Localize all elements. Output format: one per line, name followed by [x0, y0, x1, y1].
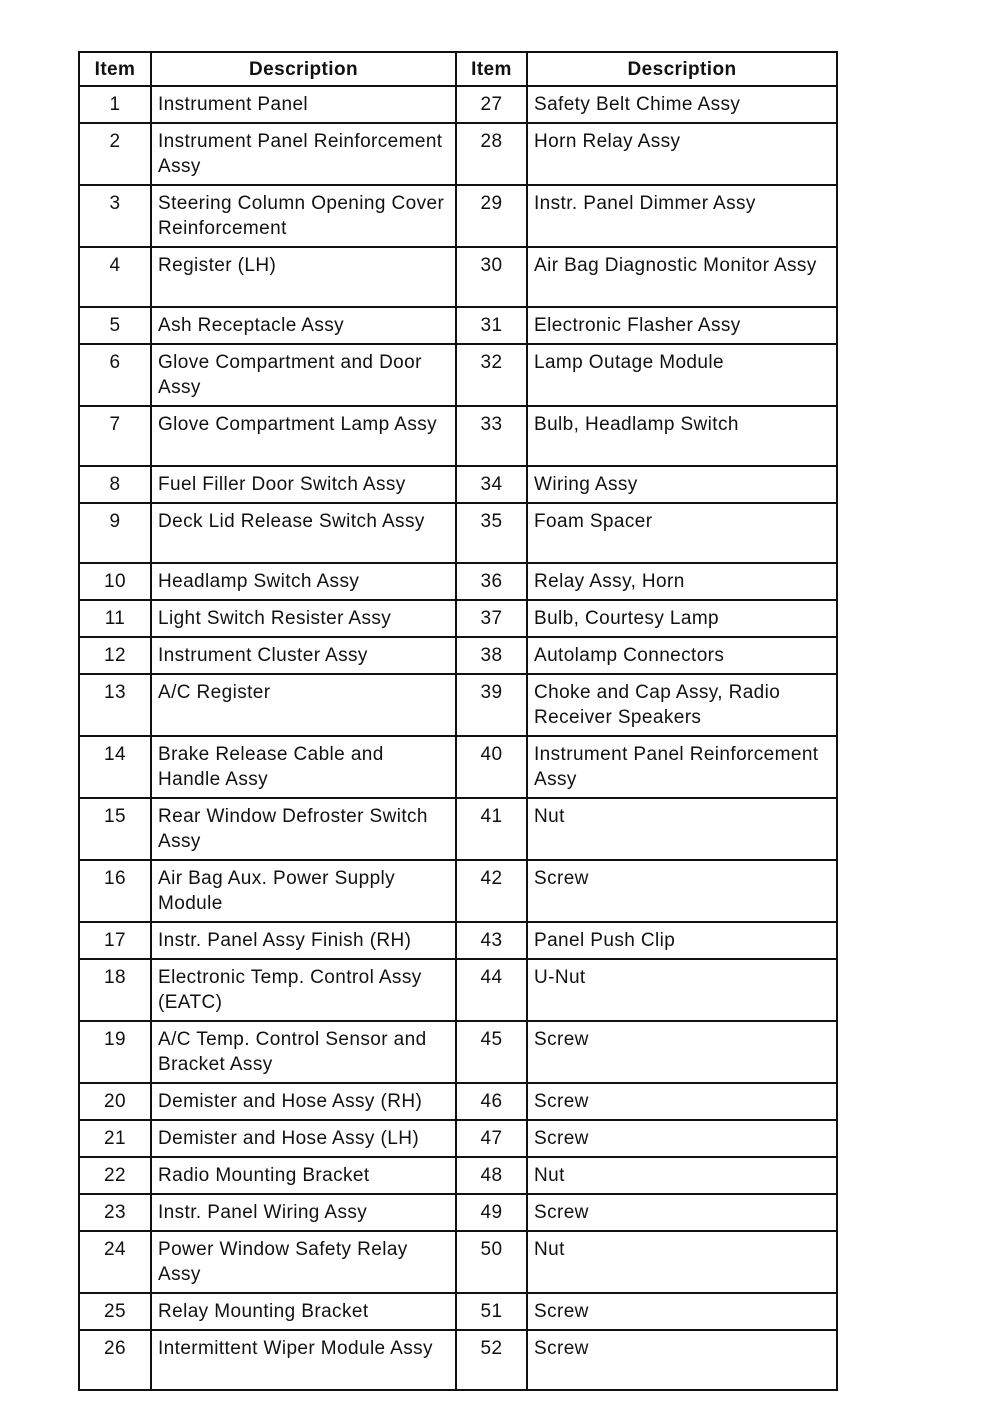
cell-item-left: 5	[79, 307, 151, 344]
cell-description-right: Horn Relay Assy	[527, 123, 837, 185]
cell-description-left: Instrument Panel Reinforcement Assy	[151, 123, 456, 185]
cell-description-left: Relay Mounting Bracket	[151, 1293, 456, 1330]
cell-item-right: 30	[456, 247, 527, 307]
table-row	[79, 247, 837, 307]
cell-item-left: 23	[79, 1194, 151, 1231]
cell-item-left: 24	[79, 1231, 151, 1293]
cell-item-right: 33	[456, 406, 527, 466]
cell-item-right: 28	[456, 123, 527, 185]
table-row	[79, 344, 837, 406]
cell-item-right: 52	[456, 1330, 527, 1390]
cell-item-right: 32	[456, 344, 527, 406]
cell-item-left: 18	[79, 959, 151, 1021]
cell-description-right: Foam Spacer	[527, 503, 837, 563]
cell-item-left: 25	[79, 1293, 151, 1330]
cell-description-left: Air Bag Aux. Power Supply Module	[151, 860, 456, 922]
cell-description-right: Relay Assy, Horn	[527, 563, 837, 600]
header-row	[79, 52, 837, 86]
cell-item-right: 34	[456, 466, 527, 503]
cell-description-right: Screw	[527, 1120, 837, 1157]
table-row	[79, 1194, 837, 1231]
cell-item-right: 35	[456, 503, 527, 563]
table-row	[79, 1157, 837, 1194]
cell-description-right: Bulb, Headlamp Switch	[527, 406, 837, 466]
cell-description-left: Instr. Panel Assy Finish (RH)	[151, 922, 456, 959]
table-row	[79, 307, 837, 344]
cell-item-left: 21	[79, 1120, 151, 1157]
cell-description-left: Light Switch Resister Assy	[151, 600, 456, 637]
header-item-left: Item	[79, 52, 151, 86]
table-row	[79, 406, 837, 466]
cell-item-left: 14	[79, 736, 151, 798]
cell-description-left: Instr. Panel Wiring Assy	[151, 1194, 456, 1231]
cell-description-left: Deck Lid Release Switch Assy	[151, 503, 456, 563]
table-row	[79, 1293, 837, 1330]
cell-item-left: 22	[79, 1157, 151, 1194]
table-row	[79, 959, 837, 1021]
cell-description-left: Brake Release Cable and Handle Assy	[151, 736, 456, 798]
table-row	[79, 798, 837, 860]
table-row	[79, 637, 837, 674]
cell-description-right: Nut	[527, 798, 837, 860]
cell-item-left: 1	[79, 86, 151, 123]
cell-item-left: 20	[79, 1083, 151, 1120]
cell-item-left: 12	[79, 637, 151, 674]
cell-description-left: Fuel Filler Door Switch Assy	[151, 466, 456, 503]
cell-item-right: 29	[456, 185, 527, 247]
header-item-right: Item	[456, 52, 527, 86]
cell-description-left: Register (LH)	[151, 247, 456, 307]
cell-description-left: Electronic Temp. Control Assy (EATC)	[151, 959, 456, 1021]
cell-description-left: Radio Mounting Bracket	[151, 1157, 456, 1194]
cell-description-right: Screw	[527, 1021, 837, 1083]
cell-item-right: 41	[456, 798, 527, 860]
table-header	[79, 52, 837, 86]
table-row	[79, 123, 837, 185]
cell-item-left: 26	[79, 1330, 151, 1390]
cell-description-right: Nut	[527, 1157, 837, 1194]
cell-description-right: Lamp Outage Module	[527, 344, 837, 406]
table-row	[79, 922, 837, 959]
cell-description-right: Screw	[527, 1293, 837, 1330]
cell-description-right: Air Bag Diagnostic Monitor Assy	[527, 247, 837, 307]
cell-item-right: 48	[456, 1157, 527, 1194]
cell-description-left: Steering Column Opening Cover Reinforcement	[151, 185, 456, 247]
header-description-right: Description	[527, 52, 837, 86]
table-row	[79, 563, 837, 600]
cell-item-left: 8	[79, 466, 151, 503]
cell-item-left: 10	[79, 563, 151, 600]
cell-description-left: Instrument Cluster Assy	[151, 637, 456, 674]
cell-description-left: Demister and Hose Assy (LH)	[151, 1120, 456, 1157]
cell-item-left: 7	[79, 406, 151, 466]
table-row	[79, 600, 837, 637]
table-row	[79, 736, 837, 798]
cell-item-right: 31	[456, 307, 527, 344]
cell-item-right: 37	[456, 600, 527, 637]
cell-description-right: Screw	[527, 860, 837, 922]
parts-table	[78, 51, 838, 1391]
cell-description-left: A/C Temp. Control Sensor and Bracket Assy	[151, 1021, 456, 1083]
table-row	[79, 466, 837, 503]
cell-description-left: A/C Register	[151, 674, 456, 736]
table-row	[79, 185, 837, 247]
cell-description-right: Choke and Cap Assy, Radio Receiver Speakers	[527, 674, 837, 736]
cell-description-right: Screw	[527, 1194, 837, 1231]
cell-item-left: 13	[79, 674, 151, 736]
table-row	[79, 1231, 837, 1293]
cell-description-left: Intermittent Wiper Module Assy	[151, 1330, 456, 1390]
header-description-left: Description	[151, 52, 456, 86]
cell-item-left: 17	[79, 922, 151, 959]
cell-item-right: 45	[456, 1021, 527, 1083]
cell-description-left: Power Window Safety Relay Assy	[151, 1231, 456, 1293]
cell-item-left: 6	[79, 344, 151, 406]
cell-item-left: 15	[79, 798, 151, 860]
cell-item-right: 47	[456, 1120, 527, 1157]
cell-item-right: 36	[456, 563, 527, 600]
cell-description-left: Rear Window Defroster Switch Assy	[151, 798, 456, 860]
cell-description-right: Screw	[527, 1330, 837, 1390]
cell-item-right: 46	[456, 1083, 527, 1120]
table-row	[79, 1021, 837, 1083]
cell-item-left: 4	[79, 247, 151, 307]
cell-item-left: 3	[79, 185, 151, 247]
cell-description-right: Bulb, Courtesy Lamp	[527, 600, 837, 637]
cell-item-right: 27	[456, 86, 527, 123]
table-row	[79, 860, 837, 922]
cell-description-left: Headlamp Switch Assy	[151, 563, 456, 600]
cell-item-left: 9	[79, 503, 151, 563]
cell-item-right: 39	[456, 674, 527, 736]
cell-item-right: 49	[456, 1194, 527, 1231]
cell-description-right: Instrument Panel Reinforcement Assy	[527, 736, 837, 798]
cell-description-right: Nut	[527, 1231, 837, 1293]
cell-description-left: Glove Compartment and Door Assy	[151, 344, 456, 406]
cell-description-right: Autolamp Connectors	[527, 637, 837, 674]
table-row	[79, 503, 837, 563]
cell-item-right: 50	[456, 1231, 527, 1293]
cell-item-right: 44	[456, 959, 527, 1021]
cell-description-right: Instr. Panel Dimmer Assy	[527, 185, 837, 247]
cell-description-right: Screw	[527, 1083, 837, 1120]
cell-item-right: 38	[456, 637, 527, 674]
cell-item-left: 16	[79, 860, 151, 922]
cell-item-right: 51	[456, 1293, 527, 1330]
cell-item-right: 43	[456, 922, 527, 959]
table-body	[79, 86, 837, 1390]
cell-description-right: Panel Push Clip	[527, 922, 837, 959]
cell-description-left: Ash Receptacle Assy	[151, 307, 456, 344]
cell-description-left: Glove Compartment Lamp Assy	[151, 406, 456, 466]
cell-description-right: Safety Belt Chime Assy	[527, 86, 837, 123]
cell-item-left: 2	[79, 123, 151, 185]
cell-item-left: 19	[79, 1021, 151, 1083]
cell-item-right: 42	[456, 860, 527, 922]
table-row	[79, 674, 837, 736]
table-row	[79, 86, 837, 123]
cell-description-left: Demister and Hose Assy (RH)	[151, 1083, 456, 1120]
cell-description-right: U-Nut	[527, 959, 837, 1021]
cell-description-right: Wiring Assy	[527, 466, 837, 503]
cell-description-right: Electronic Flasher Assy	[527, 307, 837, 344]
cell-description-left: Instrument Panel	[151, 86, 456, 123]
table-row	[79, 1083, 837, 1120]
cell-item-right: 40	[456, 736, 527, 798]
table-row	[79, 1330, 837, 1390]
cell-item-left: 11	[79, 600, 151, 637]
table-row	[79, 1120, 837, 1157]
